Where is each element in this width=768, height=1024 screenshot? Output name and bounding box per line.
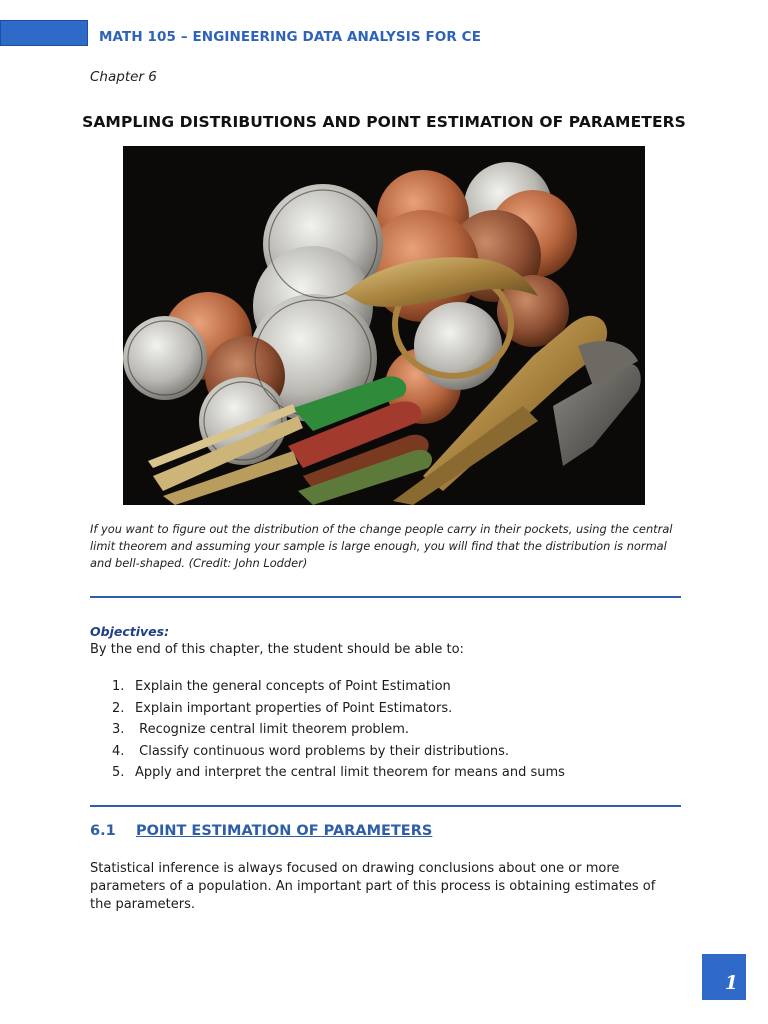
section-divider: [90, 805, 681, 807]
objective-item: [112, 719, 565, 741]
objective-text: Explain important properties of Point Estimators.: [135, 700, 453, 716]
chapter-title: SAMPLING DISTRIBUTIONS AND POINT ESTIMATION OF PARAMETERS: [82, 113, 686, 131]
objectives-intro: By the end of this chapter, the student should be able to:: [90, 642, 464, 657]
objective-number: 1.: [112, 679, 125, 694]
objective-item: [112, 741, 565, 763]
section-number: 6.1: [90, 823, 116, 839]
section-title: POINT ESTIMATION OF PARAMETERS: [136, 823, 433, 839]
page-number-box: [702, 954, 746, 1000]
objective-number: 4.: [112, 743, 125, 759]
section-divider: [90, 596, 681, 598]
figure-caption: If you want to figure out the distribution of the change people carry in their pockets, using the central limit theorem and assuming your sample is large enough, you will find that the distribution is normal and bell-shaped. (Credit: John Lodder): [90, 522, 673, 570]
page-number: 1: [724, 972, 738, 994]
objective-number: 3.: [112, 722, 125, 737]
objective-item: [112, 698, 565, 720]
objectives-heading: Objectives:: [90, 624, 170, 639]
objective-text: Apply and interpret the central limit theorem for means and sums: [135, 765, 565, 780]
course-title: MATH 105 – ENGINEERING DATA ANALYSIS FOR CE: [99, 29, 482, 45]
objective-number: 2.: [112, 700, 125, 716]
objective-text: Classify continuous word problems by their distributions.: [135, 743, 510, 759]
objective-text: Explain the general concepts of Point Estimation: [135, 679, 451, 694]
objective-text: Recognize central limit theorem problem.: [135, 722, 410, 737]
objective-number: 5.: [112, 765, 125, 780]
objective-item: [112, 676, 565, 698]
header-accent-box: [0, 20, 88, 46]
objectives-list: [112, 676, 565, 784]
section-paragraph: Statistical inference is always focused on drawing conclusions about one or more parameters of a population. An important part of this process is obtaining estimates of the parameters.: [90, 861, 656, 912]
chapter-label: Chapter 6: [90, 69, 157, 85]
coins-and-keys-photo: [123, 146, 645, 505]
objective-item: [112, 762, 565, 784]
